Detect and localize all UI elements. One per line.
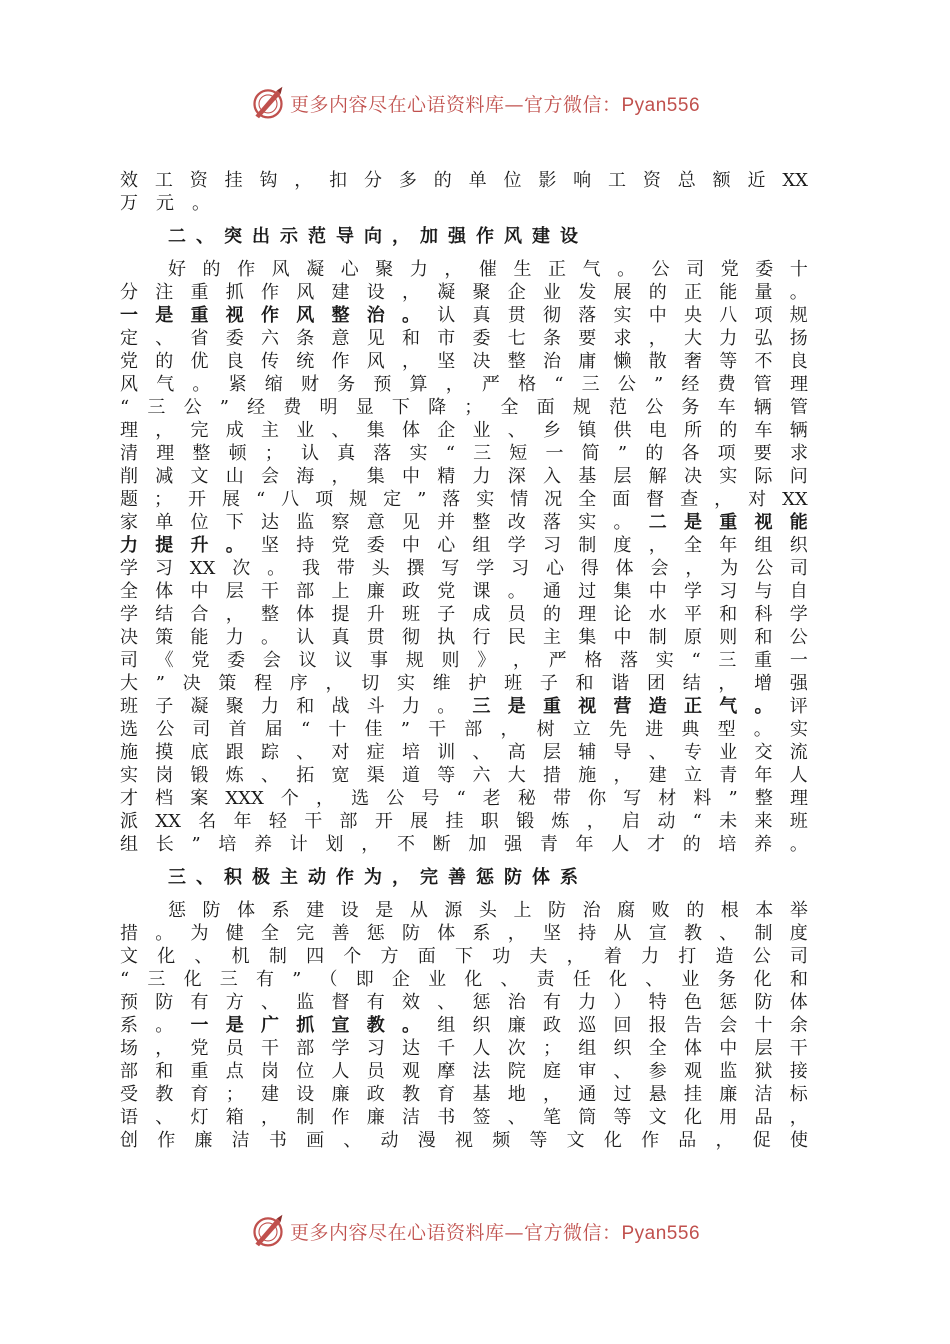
text-line: 效 工 资 挂 钩 ， 扣 分 多 的 单 位 影 响 工 资 总 额 近 XX	[120, 170, 808, 191]
text-line: 分 注 重 抓 作 风 建 设 ， 凝 聚 企 业 发 展 的 正 能 量 。	[120, 282, 808, 303]
text-line: 创 作 廉 洁 书 画 、 动 漫 视 频 等 文 化 作 品 ， 促 使	[120, 1130, 808, 1151]
footer-banner	[0, 1211, 950, 1251]
wechat-id: Pyan556	[621, 1222, 701, 1244]
text-line: 司 《 党 委 会 议 议 事 规 则 》 ， 严 格 落 实 “ 三 重 一	[120, 650, 808, 671]
text-line: 大 ” 决 策 程 序 ， 切 实 维 护 班 子 和 谐 团 结 ， 增 强	[120, 673, 808, 694]
text-line: 清 理 整 顿 ； 认 真 落 实 “ 三 短 一 简 ” 的 各 项 要 求	[120, 443, 808, 464]
text-line: 派 XX 名 年 轻 干 部 开 展 挂 职 锻 炼 ， 启 动 “ 未 来 班	[120, 811, 808, 832]
text-line: 实 岗 锻 炼 、 拓 宽 渠 道 等 六 大 措 施 ， 建 立 青 年 人	[120, 765, 808, 786]
text-line: 万 元 。	[120, 193, 210, 214]
banner-text: 更多内容尽在心语资料库—官方微信：Pyan556	[289, 1221, 701, 1244]
text-line: 场 ， 党 员 干 部 学 习 达 千 人 次 ； 组 织 全 体 中 层 干	[120, 1038, 808, 1059]
text-line: 好 的 作 风 凝 心 聚 力 ， 催 生 正 气 。 公 司 党 委 十	[168, 259, 808, 280]
text-line: 组 长 ” 培 养 计 划 ， 不 断 加 强 青 年 人 才 的 培 养 。	[120, 834, 808, 855]
text-line: 文 化 、 机 制 四 个 方 面 下 功 夫 ， 着 力 打 造 公 司	[120, 946, 808, 967]
document-body	[120, 169, 808, 1152]
text-line: 措 。 为 健 全 完 善 惩 防 体 系 ， 坚 持 从 宣 教 、 制 度	[120, 923, 808, 944]
text-line: 选 公 司 首 届 “ 十 佳 ” 干 部 ， 树 立 先 进 典 型 。 实	[120, 719, 808, 740]
text-line: 决 策 能 力 。 认 真 贯 彻 执 行 民 主 集 中 制 原 则 和 公	[120, 627, 808, 648]
section-heading: 三、积极主动作为，完善惩防体系	[168, 867, 588, 888]
text-line: 家 单 位 下 达 监 察 意 见 并 整 改 落 实 。 二 是 重 视 能	[120, 512, 808, 533]
text-line: 风 气 。 紧 缩 财 务 预 算 ， 严 格 “ 三 公 ” 经 费 管 理	[120, 374, 808, 395]
text-line: 削 减 文 山 会 海 ， 集 中 精 力 深 入 基 层 解 决 实 际 问	[120, 466, 808, 487]
banner-text: 更多内容尽在心语资料库—官方微信：Pyan556	[289, 93, 701, 116]
text-line: “ 三 化 三 有 ” （ 即 企 业 化 、 责 任 化 、 业 务 化 和	[120, 969, 808, 990]
text-line: 力 提 升 。 坚 持 党 委 中 心 组 学 习 制 度 ， 全 年 组 织	[120, 535, 808, 556]
text-line: 定 、 省 委 六 条 意 见 和 市 委 七 条 要 求 ， 大 力 弘 扬	[120, 328, 808, 349]
text-line: 学 结 合 ， 整 体 提 升 班 子 成 员 的 理 论 水 平 和 科 学	[120, 604, 808, 625]
text-line: 理 ， 完 成 主 业 、 集 体 企 业 、 乡 镇 供 电 所 的 车 辆	[120, 420, 808, 441]
text-line: 全 体 中 层 干 部 上 廉 政 党 课 。 通 过 集 中 学 习 与 自	[120, 581, 808, 602]
wechat-id: Pyan556	[621, 94, 701, 116]
text-line: “ 三 公 ” 经 费 明 显 下 降 ； 全 面 规 范 公 务 车 辆 管	[120, 397, 808, 418]
pen-seal-logo-icon	[250, 1213, 286, 1249]
text-line: 施 摸 底 跟 踪 、 对 症 培 训 、 高 层 辅 导 、 专 业 交 流	[120, 742, 808, 763]
text-line: 预 防 有 方 、 监 督 有 效 、 惩 治 有 力 ） 特 色 惩 防 体	[120, 992, 808, 1013]
pen-seal-logo-icon	[250, 85, 286, 121]
text-line: 惩 防 体 系 建 设 是 从 源 头 上 防 治 腐 败 的 根 本 举	[168, 900, 808, 921]
header-banner	[0, 83, 950, 123]
text-line: 学 习 XX 次 。 我 带 头 撰 写 学 习 心 得 体 会 ， 为 公 司	[120, 558, 808, 579]
section-heading: 二、突出示范导向，加强作风建设	[168, 226, 588, 247]
text-line: 受 教 育 ； 建 设 廉 政 教 育 基 地 ， 通 过 悬 挂 廉 洁 标	[120, 1084, 808, 1105]
text-line: 部 和 重 点 岗 位 人 员 观 摩 法 院 庭 审 、 参 观 监 狱 接	[120, 1061, 808, 1082]
text-line: 党 的 优 良 传 统 作 风 ， 坚 决 整 治 庸 懒 散 奢 等 不 良	[120, 351, 808, 372]
text-line: 系 。 一 是 广 抓 宣 教 。 组 织 廉 政 巡 回 报 告 会 十 余	[120, 1015, 808, 1036]
text-line: 题 ； 开 展 “ 八 项 规 定 ” 落 实 情 况 全 面 督 查 ， 对 XX	[120, 489, 808, 510]
text-line: 才 档 案 XXX 个 ， 选 公 号 “ 老 秘 带 你 写 材 料 ” 整 理	[120, 788, 808, 809]
text-line: 语 、 灯 箱 ， 制 作 廉 洁 书 签 、 笔 筒 等 文 化 用 品 ，	[120, 1107, 808, 1128]
text-line: 班 子 凝 聚 力 和 战 斗 力 。 三 是 重 视 营 造 正 气 。 评	[120, 696, 808, 717]
text-line: 一 是 重 视 作 风 整 治 。 认 真 贯 彻 落 实 中 央 八 项 规	[120, 305, 808, 326]
